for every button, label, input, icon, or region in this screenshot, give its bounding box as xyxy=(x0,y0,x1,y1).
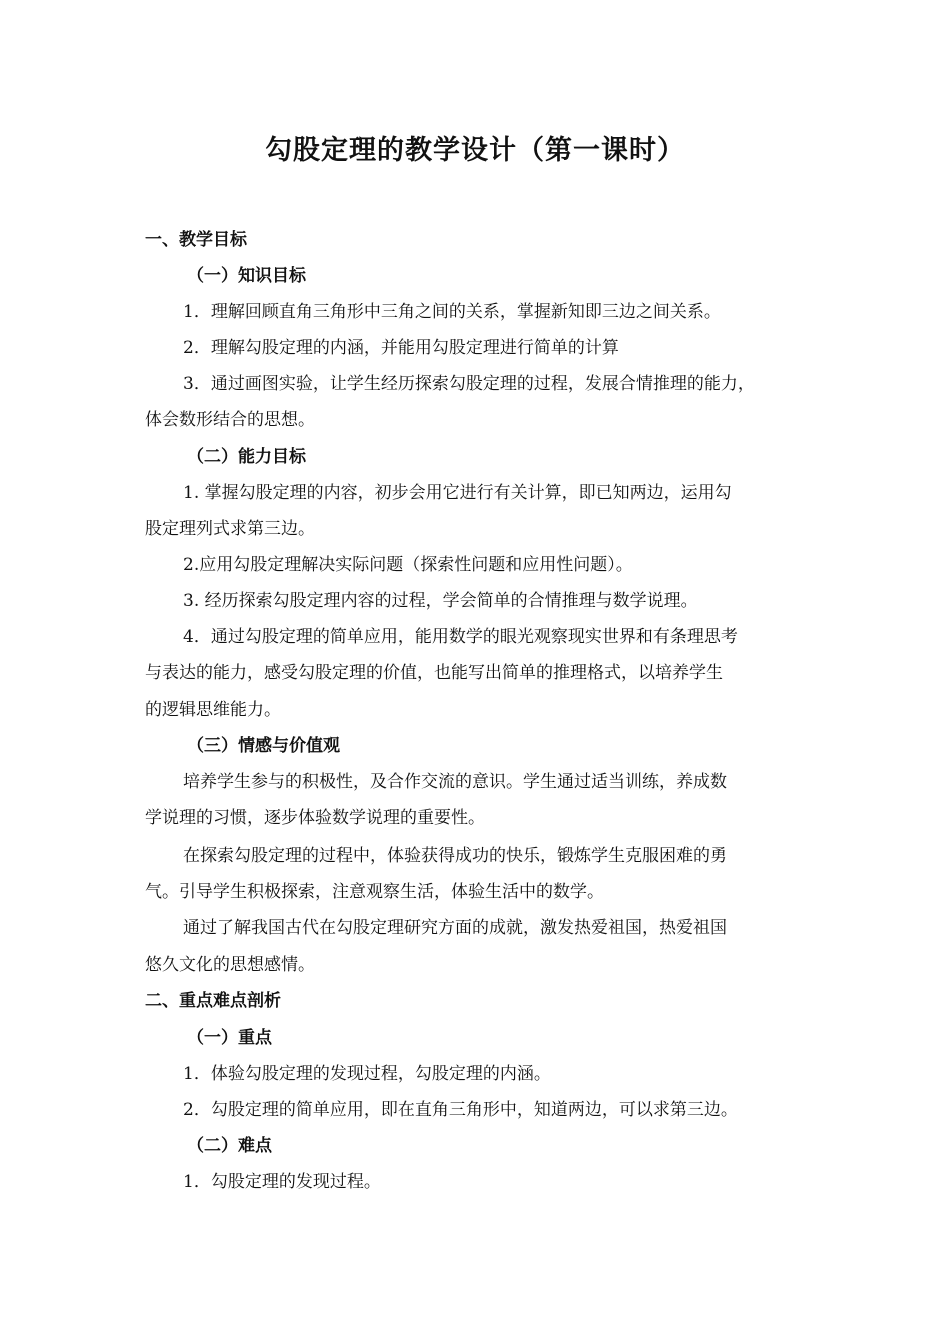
paragraph-line: 在探索勾股定理的过程中，体验获得成功的快乐，锻炼学生克服困难的勇 xyxy=(183,846,727,866)
paragraph-line: 通过了解我国古代在勾股定理研究方面的成就，激发热爱祖国，热爱祖国 xyxy=(183,918,727,938)
section-heading-1: 一、教学目标 xyxy=(145,230,247,250)
subsection-heading: （二）能力目标 xyxy=(187,447,306,467)
paragraph-line: 1. 掌握勾股定理的内容，初步会用它进行有关计算，即已知两边，运用勾 xyxy=(183,483,732,503)
paragraph-line: 1．理解回顾直角三角形中三角之间的关系，掌握新知即三边之间关系。 xyxy=(183,302,721,322)
paragraph-line: 学说理的习惯，逐步体验数学说理的重要性。 xyxy=(145,808,485,828)
paragraph-line: 的逻辑思维能力。 xyxy=(145,700,281,720)
subsection-heading: （一）重点 xyxy=(187,1028,272,1048)
paragraph-line: 悠久文化的思想感情。 xyxy=(145,955,315,975)
paragraph-line: 培养学生参与的积极性，及合作交流的意识。学生通过适当训练，养成数 xyxy=(183,772,727,792)
paragraph-line: 股定理列式求第三边。 xyxy=(145,519,315,539)
paragraph-line: 体会数形结合的思想。 xyxy=(145,410,315,430)
paragraph-line: 2．理解勾股定理的内涵，并能用勾股定理进行简单的计算 xyxy=(183,338,619,358)
subsection-heading: （一）知识目标 xyxy=(187,266,306,286)
paragraph-line: 1．勾股定理的发现过程。 xyxy=(183,1172,381,1192)
subsection-heading: （二）难点 xyxy=(187,1136,272,1156)
paragraph-line: 2．勾股定理的简单应用，即在直角三角形中，知道两边，可以求第三边。 xyxy=(183,1100,738,1120)
document-title: 勾股定理的教学设计（第一课时） xyxy=(265,135,685,166)
paragraph-line: 气。引导学生积极探索，注意观察生活，体验生活中的数学。 xyxy=(145,882,604,902)
section-heading-2: 二、重点难点剖析 xyxy=(145,991,281,1011)
paragraph-line: 3. 经历探索勾股定理内容的过程，学会简单的合情推理与数学说理。 xyxy=(183,591,698,611)
paragraph-line: 2.应用勾股定理解决实际问题（探索性问题和应用性问题）。 xyxy=(183,555,633,575)
subsection-heading: （三）情感与价值观 xyxy=(187,736,340,756)
paragraph-line: 4．通过勾股定理的简单应用，能用数学的眼光观察现实世界和有条理思考 xyxy=(183,627,738,647)
paragraph-line: 3．通过画图实验，让学生经历探索勾股定理的过程，发展合情推理的能力， xyxy=(183,374,755,394)
paragraph-line: 与表达的能力，感受勾股定理的价值，也能写出简单的推理格式，以培养学生 xyxy=(145,663,723,683)
paragraph-line: 1．体验勾股定理的发现过程，勾股定理的内涵。 xyxy=(183,1064,551,1084)
